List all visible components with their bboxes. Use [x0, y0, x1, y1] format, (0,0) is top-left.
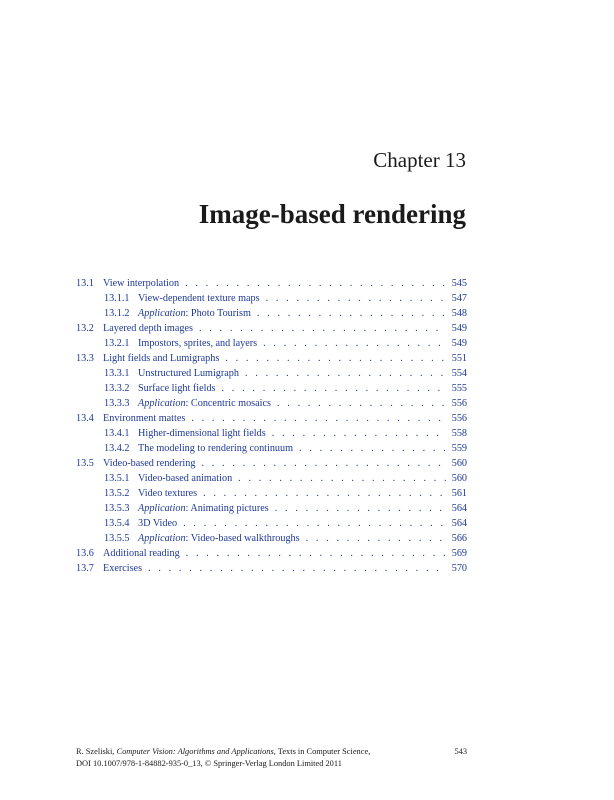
toc-page-number: 549: [451, 338, 467, 349]
toc-subsection-link[interactable]: [76, 306, 467, 321]
toc-title-prefix: Application: [138, 533, 186, 544]
toc-subsection-link[interactable]: [76, 516, 467, 531]
toc-page-number: 545: [451, 278, 467, 289]
chapter-label: Chapter 13: [373, 148, 466, 172]
toc-dot-leader: [275, 501, 446, 516]
footer-citation: [76, 746, 370, 758]
toc-number: 13.3.1: [104, 368, 130, 379]
toc-dot-leader: [257, 306, 446, 321]
toc-title: [138, 531, 300, 546]
toc-page-number: 556: [451, 398, 467, 409]
toc-number: 13.5.1: [104, 473, 130, 484]
toc-number: 13.6: [76, 548, 94, 559]
toc-dot-leader: [191, 411, 446, 426]
toc-title-text: The modeling to rendering continuum: [138, 443, 294, 454]
toc-title-prefix: Application: [138, 308, 186, 319]
toc-dot-leader: [148, 561, 446, 576]
toc-number: 13.3.3: [104, 398, 130, 409]
toc-title: [138, 396, 271, 411]
toc-title: [138, 486, 197, 501]
toc-subsection-link[interactable]: [76, 396, 467, 411]
toc-page-number: 551: [451, 353, 467, 364]
toc-page-number: 566: [451, 533, 467, 544]
toc-page-number: 561: [451, 488, 467, 499]
toc-subsection-link[interactable]: [76, 336, 467, 351]
toc-dot-leader: [185, 276, 446, 291]
toc-number: 13.4.1: [104, 428, 130, 439]
toc-subsection-link[interactable]: [76, 531, 467, 546]
footer-citation-line: [76, 746, 467, 758]
toc-title-text: Additional reading: [103, 548, 180, 559]
toc-title-text: : Animating pictures: [185, 503, 269, 514]
toc-title-text: View interpolation: [103, 278, 180, 289]
toc-title: [138, 471, 232, 486]
toc-page-number: 555: [451, 383, 467, 394]
toc-number: 13.5.5: [104, 533, 130, 544]
toc-dot-leader: [306, 531, 446, 546]
toc-dot-leader: [245, 366, 446, 381]
footer-author: R. Szeliski,: [76, 747, 117, 756]
toc-number: 13.5.2: [104, 488, 130, 499]
toc-page-number: 560: [451, 458, 467, 469]
toc-subsection-link[interactable]: [76, 381, 467, 396]
toc-dot-leader: [263, 336, 446, 351]
toc-page-number: 548: [451, 308, 467, 319]
toc-title: [138, 291, 260, 306]
toc-title: [103, 561, 142, 576]
toc-title: [103, 456, 195, 471]
toc-page-number: 558: [451, 428, 467, 439]
toc-title-text: Exercises: [103, 563, 143, 574]
toc-section-link[interactable]: [76, 351, 467, 366]
toc-subsection-link[interactable]: [76, 366, 467, 381]
page-footer: [76, 746, 467, 770]
toc-dot-leader: [186, 546, 446, 561]
toc-section-link[interactable]: [76, 411, 467, 426]
footer-doi: DOI 10.1007/978-1-84882-935-0_13, © Springer-Verlag London Limited 2011: [76, 759, 342, 768]
toc-title: [138, 426, 266, 441]
toc-title: [138, 336, 257, 351]
toc-section-link[interactable]: [76, 546, 467, 561]
toc-subsection-link[interactable]: [76, 426, 467, 441]
toc-title: [103, 546, 180, 561]
toc-title-text: View-dependent texture maps: [138, 293, 260, 304]
toc-title: [138, 381, 216, 396]
toc-title-text: Impostors, sprites, and layers: [138, 338, 258, 349]
toc-subsection-link[interactable]: [76, 441, 467, 456]
toc-title-text: Surface light fields: [138, 383, 216, 394]
toc-subsection-link[interactable]: [76, 486, 467, 501]
footer-page-number: 543: [454, 747, 467, 756]
toc-number: 13.5: [76, 458, 94, 469]
toc-title: [138, 441, 293, 456]
toc-subsection-link[interactable]: [76, 291, 467, 306]
toc-subsection-link[interactable]: [76, 471, 467, 486]
toc-page-number: 570: [451, 563, 467, 574]
toc-title: [103, 276, 179, 291]
toc-page-number: 560: [451, 473, 467, 484]
toc-section-link[interactable]: [76, 456, 467, 471]
toc-dot-leader: [299, 441, 446, 456]
toc-number: 13.2: [76, 323, 94, 334]
toc-section-link[interactable]: [76, 561, 467, 576]
toc-page-number: 569: [451, 548, 467, 559]
toc-page-number: 547: [451, 293, 467, 304]
toc-title-prefix: Application: [138, 398, 186, 409]
toc-number: 13.1.2: [104, 308, 130, 319]
toc-number: 13.2.1: [104, 338, 130, 349]
toc-number: 13.1: [76, 278, 94, 289]
toc-subsection-link[interactable]: [76, 501, 467, 516]
toc-dot-leader: [201, 456, 446, 471]
toc-dot-leader: [225, 351, 446, 366]
toc-page-number: 564: [451, 518, 467, 529]
toc-page-number: 556: [451, 413, 467, 424]
toc-title-text: : Video-based walkthroughs: [185, 533, 300, 544]
toc-title-text: : Concentric mosaics: [185, 398, 271, 409]
toc-title-text: Video-based rendering: [103, 458, 196, 469]
toc-dot-leader: [222, 381, 446, 396]
toc-dot-leader: [266, 291, 446, 306]
chapter-title: Image-based rendering: [198, 199, 466, 229]
toc-title-text: Unstructured Lumigraph: [138, 368, 239, 379]
toc-dot-leader: [203, 486, 446, 501]
toc-title: [138, 306, 251, 321]
toc-dot-leader: [199, 321, 446, 336]
toc-number: 13.3.2: [104, 383, 130, 394]
toc-section-link[interactable]: [76, 276, 467, 291]
toc-title-text: Higher-dimensional light fields: [138, 428, 266, 439]
table-of-contents: [76, 276, 467, 576]
toc-title-text: : Photo Tourism: [185, 308, 251, 319]
toc-title: [138, 516, 177, 531]
toc-number: 13.3: [76, 353, 94, 364]
toc-title: [103, 351, 219, 366]
toc-number: 13.1.1: [104, 293, 130, 304]
toc-title: [103, 411, 185, 426]
toc-dot-leader: [183, 516, 446, 531]
toc-page-number: 549: [451, 323, 467, 334]
toc-title: [138, 501, 269, 516]
footer-book-title: Computer Vision: Algorithms and Applications: [116, 747, 274, 756]
toc-dot-leader: [277, 396, 446, 411]
toc-section-link[interactable]: [76, 321, 467, 336]
toc-title-text: Layered depth images: [103, 323, 193, 334]
toc-number: 13.4.2: [104, 443, 130, 454]
toc-title-text: Video-based animation: [138, 473, 233, 484]
toc-number: 13.5.3: [104, 503, 130, 514]
toc-title: [138, 366, 239, 381]
toc-number: 13.7: [76, 563, 94, 574]
toc-page-number: 554: [451, 368, 467, 379]
toc-number: 13.4: [76, 413, 94, 424]
toc-dot-leader: [272, 426, 446, 441]
toc-number: 13.5.4: [104, 518, 130, 529]
toc-title-text: 3D Video: [138, 518, 178, 529]
toc-page-number: 559: [451, 443, 467, 454]
footer-doi-line: [76, 758, 467, 770]
toc-dot-leader: [238, 471, 446, 486]
toc-page-number: 564: [451, 503, 467, 514]
toc-title: [103, 321, 193, 336]
toc-title-text: Light fields and Lumigraphs: [103, 353, 220, 364]
toc-title-text: Video textures: [138, 488, 198, 499]
toc-title-text: Environment mattes: [103, 413, 186, 424]
toc-title-prefix: Application: [138, 503, 186, 514]
footer-series: , Texts in Computer Science,: [273, 747, 371, 756]
